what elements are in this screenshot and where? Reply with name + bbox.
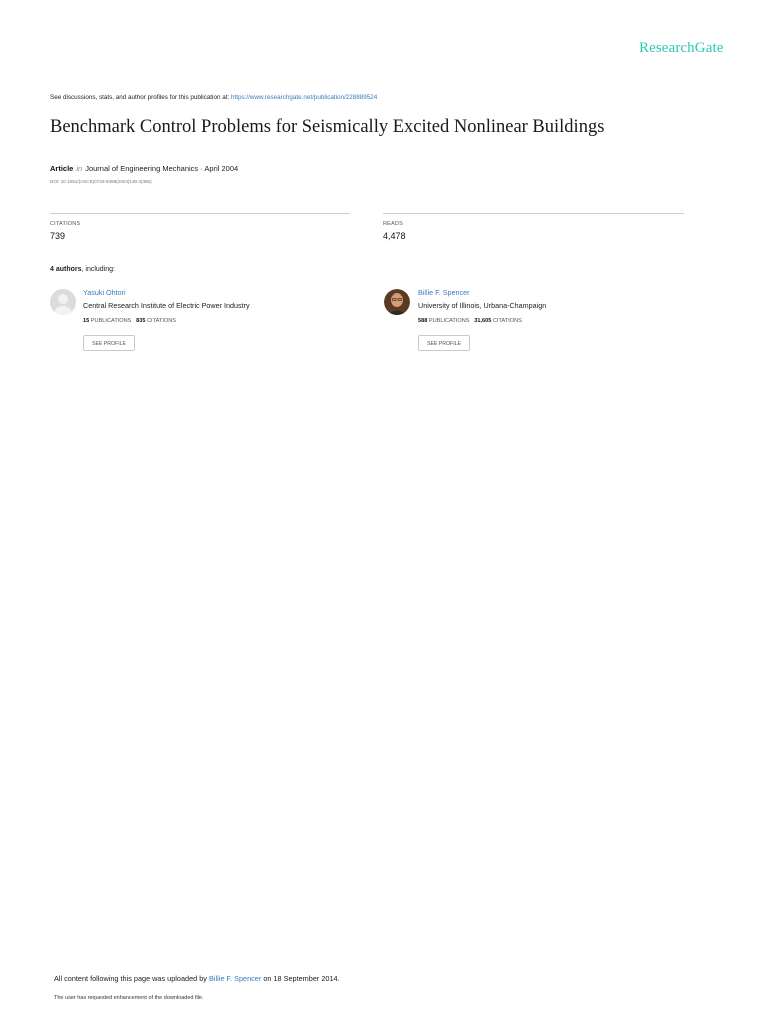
author-card	[384, 289, 410, 315]
author-institution: Central Research Institute of Electric Power Industry	[83, 301, 250, 310]
author-citations-count: 835	[136, 318, 146, 324]
author-name-link[interactable]: Billie F. Spencer	[418, 288, 470, 297]
see-profile-button[interactable]: SEE PROFILE	[83, 335, 135, 351]
author-institution: University of Illinois, Urbana-Champaign	[418, 301, 547, 310]
author-stats	[418, 318, 522, 324]
uploader-link[interactable]: Billie F. Spencer	[208, 974, 262, 983]
citations-divider	[50, 213, 350, 214]
page-title: Benchmark Control Problems for Seismically Excited Nonlinear Buildings	[50, 117, 605, 137]
citations-label: CITATIONS	[50, 221, 81, 227]
upload-note	[54, 974, 340, 983]
publication-meta	[50, 164, 238, 173]
publication-url-link[interactable]: https://www.researchgate.net/publication/228889524	[230, 94, 378, 101]
in-label: in	[76, 164, 83, 173]
author-citations-label: CITATIONS	[147, 318, 177, 324]
reads-divider	[383, 213, 684, 214]
upload-suffix: on 18 September 2014.	[263, 974, 340, 983]
author-card	[50, 289, 76, 315]
author-publications-label: PUBLICATIONS	[428, 318, 470, 324]
researchgate-logo[interactable]: ResearchGate	[639, 40, 724, 56]
article-type: Article	[50, 164, 74, 173]
reads-label: READS	[383, 221, 403, 227]
author-publications-count: 15	[83, 318, 90, 324]
authors-heading	[50, 266, 115, 273]
discussion-prefix: See discussions, stats, and author profiles for this publication at:	[50, 94, 230, 101]
upload-prefix: All content following this page was uploaded by	[54, 974, 207, 983]
author-stats	[83, 318, 176, 324]
author-photo-icon[interactable]	[384, 289, 410, 315]
author-publications-count: 588	[418, 318, 428, 324]
authors-suffix: , including:	[81, 266, 115, 273]
author-publications-label: PUBLICATIONS	[90, 318, 132, 324]
author-name-link[interactable]: Yasuki Ohtori	[83, 288, 126, 297]
reads-value: 4,478	[383, 231, 406, 241]
authors-count: 4 authors	[50, 266, 82, 273]
author-citations-label: CITATIONS	[492, 318, 522, 324]
enhancement-note: The user has requested enhancement of the downloaded file.	[54, 995, 204, 1001]
discussion-note	[50, 94, 377, 101]
journal-info: Journal of Engineering Mechanics · April 2004	[85, 164, 239, 173]
see-profile-button[interactable]: SEE PROFILE	[418, 335, 470, 351]
doi-text: DOI: 10.1061/(ASCE)0733-9399(2004)130:4(366)	[50, 179, 152, 184]
citations-value: 739	[50, 231, 66, 241]
placeholder-avatar-icon[interactable]	[50, 289, 76, 315]
author-citations-count: 31,605	[474, 318, 492, 324]
